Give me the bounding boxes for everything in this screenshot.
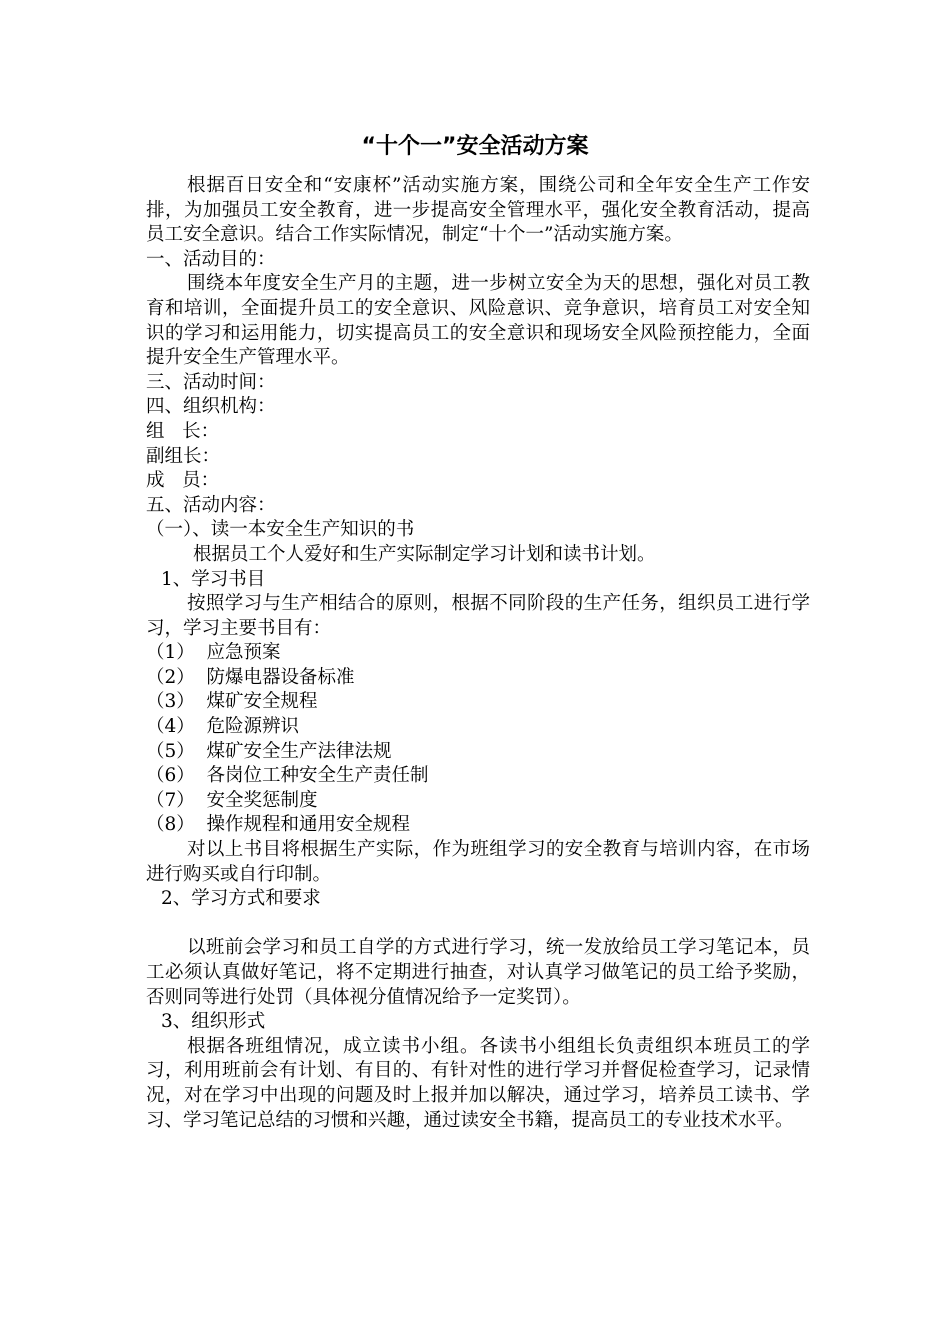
book-list [146, 641, 810, 838]
book-list-item: （1） 应急预案 [146, 642, 281, 664]
book-list-item: （6） 各岗位工种安全生产责任制 [146, 765, 429, 787]
book-list-item: （5） 煤矿安全生产法律法规 [146, 740, 392, 762]
book-list-item: （8） 操作规程和通用安全规程 [146, 814, 411, 836]
item3-heading: 3、组织形式 [161, 1011, 266, 1033]
section-time-heading: 三、活动时间： [146, 371, 276, 393]
document-title: “十个一”安全活动方案 [361, 134, 589, 159]
item1-heading: 1、学习书目 [161, 568, 266, 590]
book-list-item: （4） 危险源辨识 [146, 716, 300, 738]
book-list-item: （3） 煤矿安全规程 [146, 691, 318, 713]
org-members-line: 成 员： [146, 470, 220, 492]
blank-line [146, 912, 810, 937]
org-leader-line: 组 长： [146, 420, 220, 442]
section-purpose-body: 围绕本年度安全生产月的主题，进一步树立安全为天的思想，强化对员工教育和培训，全面提升员工的安全意识、风险意识、竞争意识，培育员工对安全知识的学习和运用能力，切实提高员工的安全意识和现场安全风险预控能力，全面提升安全生产管理水平。 [146, 273, 810, 369]
books-note: 对以上书目将根据生产实际，作为班组学习的安全教育与培训内容，在市场进行购买或自行印制。 [146, 839, 810, 885]
section-content-heading: 五、活动内容： [146, 494, 276, 516]
book-list-item: （7） 安全奖惩制度 [146, 789, 318, 811]
item2-heading: 2、学习方式和要求 [161, 888, 321, 910]
intro-paragraph: 根据百日安全和“安康杯”活动实施方案，围绕公司和全年安全生产工作安排，为加强员工安全教育，进一步提高安全管理水平，强化安全教育活动，提高员工安全意识。结合工作实际情况，制定“十个一”活动实施方案。 [146, 175, 810, 246]
item1-body: 按照学习与生产相结合的原则，根据不同阶段的生产任务，组织员工进行学习，学习主要书目有： [146, 593, 810, 639]
org-deputy-line: 副组长： [146, 445, 221, 467]
sub1-heading: （一）、读一本安全生产知识的书 [146, 519, 415, 541]
book-list-item: （2） 防爆电器设备标准 [146, 666, 355, 688]
section-org-heading: 四、组织机构： [146, 396, 276, 418]
section-purpose-heading: 一、活动目的： [146, 248, 276, 270]
item2-body: 以班前会学习和员工自学的方式进行学习，统一发放给员工学习笔记本，员工必须认真做好笔记，将不定期进行抽查，对认真学习做笔记的员工给予奖励，否则同等进行处罚（具体视分值情况给予一定奖罚）。 [146, 937, 810, 1008]
sub1-body: 根据员工个人爱好和生产实际制定学习计划和读书计划。 [193, 543, 656, 565]
item3-body: 根据各班组情况，成立读书小组。各读书小组组长负责组织本班员工的学习，利用班前会有计划、有目的、有针对性的进行学习并督促检查学习，记录情况，对在学习中出现的问题及时上报并加以解决，通过学习，培养员工读书、学习、学习笔记总结的习惯和兴趣，通过读安全书籍，提高员工的专业技术水平。 [146, 1035, 810, 1131]
document-body [146, 174, 810, 1133]
